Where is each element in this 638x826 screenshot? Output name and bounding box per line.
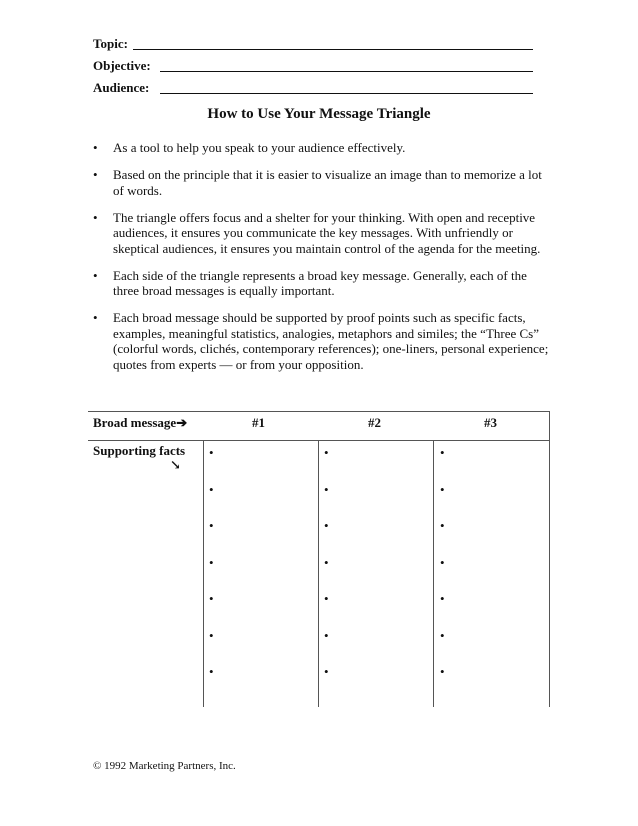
fact-bullet[interactable]: • <box>209 481 214 497</box>
bullet-item <box>93 140 553 156</box>
fact-bullet[interactable]: • <box>324 554 329 570</box>
bullet-dot: • <box>93 167 98 182</box>
column-header-3: #3 <box>484 415 497 430</box>
bullet-text: Each side of the triangle represents a broad key message. Generally, each of the three broad messages is equally important. <box>113 267 527 298</box>
fact-bullet[interactable]: • <box>440 518 445 533</box>
column-divider <box>433 440 434 707</box>
topic-label: Topic: <box>93 36 128 51</box>
bullet-item <box>93 310 553 372</box>
fact-bullet[interactable]: • <box>440 591 445 606</box>
table-header-rule <box>88 440 550 441</box>
arrow-right-icon: ➔ <box>176 415 188 430</box>
bullet-text: Each broad message should be supported by proof points such as specific facts, examples, meaningful statistics, analogies, metaphors and similes; the “Three Cs” (colorful words, clichés, contemporary references); one-liners, personal experience; quotes from experts — or from your opposition. <box>113 310 549 372</box>
page-title: How to Use Your Message Triangle <box>207 106 431 122</box>
fact-bullet[interactable]: • <box>440 664 445 679</box>
table-top-rule <box>88 411 550 412</box>
fact-bullet[interactable]: • <box>209 627 214 643</box>
bullet-dot: • <box>93 267 98 283</box>
fact-bullet[interactable]: • <box>209 591 214 606</box>
bullet-list <box>93 140 553 384</box>
bullet-dot: • <box>93 209 98 225</box>
objective-label: Objective: <box>93 58 151 73</box>
column-divider <box>203 440 204 707</box>
fact-bullet[interactable]: • <box>324 591 329 606</box>
objective-line[interactable] <box>160 71 533 72</box>
fact-bullet[interactable]: • <box>440 481 445 497</box>
copyright-footer: © 1992 Marketing Partners, Inc. <box>93 760 236 772</box>
fact-bullet[interactable]: • <box>324 518 329 533</box>
bullet-dot: • <box>93 310 98 325</box>
bullet-text: Based on the principle that it is easier to visualize an image than to memorize a lot of words. <box>113 167 542 198</box>
bullet-text: As a tool to help you speak to your audience effectively. <box>113 140 406 155</box>
fact-bullet[interactable]: • <box>209 518 214 533</box>
column-divider <box>318 440 319 707</box>
arrow-down-right-icon: ↘ <box>170 457 181 472</box>
bullet-item <box>93 210 553 257</box>
fact-bullet[interactable]: • <box>440 627 445 643</box>
broad-message-label: Broad message➔ <box>93 415 188 430</box>
topic-line[interactable] <box>133 49 533 50</box>
audience-label: Audience: <box>93 80 150 95</box>
message-table <box>88 411 550 707</box>
fact-bullet[interactable]: • <box>324 481 329 497</box>
column-header-1: #1 <box>252 415 265 430</box>
fact-bullet[interactable]: • <box>209 554 214 570</box>
fact-bullet[interactable]: • <box>209 445 214 460</box>
objective-field <box>93 58 151 74</box>
supporting-facts-label: Supporting facts <box>93 443 186 458</box>
fact-bullet[interactable]: • <box>324 445 329 460</box>
fact-bullet[interactable]: • <box>440 445 445 460</box>
fact-bullet[interactable]: • <box>324 664 329 679</box>
fact-bullet[interactable]: • <box>324 627 329 643</box>
fact-bullet[interactable]: • <box>440 554 445 570</box>
bullet-dot: • <box>93 140 98 155</box>
fact-bullet[interactable]: • <box>209 664 214 679</box>
bullet-item <box>93 167 553 198</box>
audience-field <box>93 80 149 96</box>
bullet-text: The triangle offers focus and a shelter for your thinking. With open and receptive audiences, it ensures you communicate the key messages. With unfriendly or skeptical audiences, it ensures you maintain control of the agenda for the meeting. <box>113 209 541 256</box>
topic-field <box>93 36 128 52</box>
audience-line[interactable] <box>160 93 533 94</box>
bullet-item <box>93 268 553 299</box>
table-right-rule <box>549 411 550 707</box>
column-header-2: #2 <box>368 415 381 430</box>
